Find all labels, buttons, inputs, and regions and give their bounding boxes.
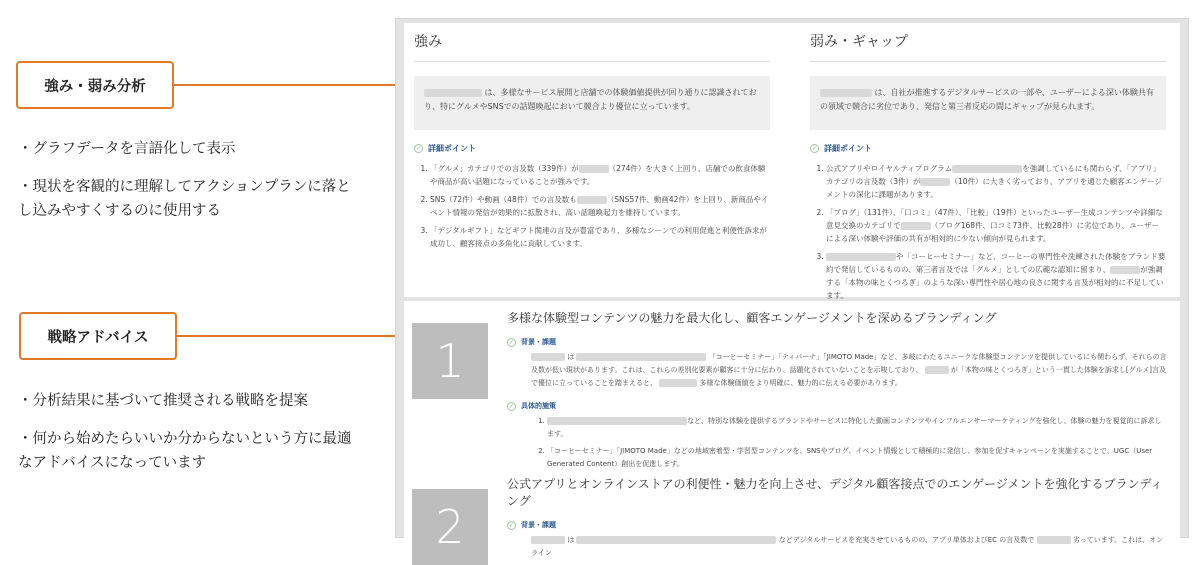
strategy-rank-badge: 2	[412, 489, 488, 565]
redacted-brand	[901, 222, 931, 230]
measures-header	[507, 401, 1167, 411]
point-text: （SNS57件、動画42件）を上回り、新商品やイベント情報の発信が効果的に拡散され、高い話題喚起力を維持しています。	[430, 195, 769, 217]
detail-points-header	[414, 143, 770, 154]
list-item	[547, 415, 1167, 441]
background-header	[507, 337, 1167, 347]
callout-connector	[174, 84, 404, 86]
body-fragment: などデジタルサービスを充実させているものの、アプリ単体およびEC の言及数で	[778, 536, 1035, 544]
analysis-description	[18, 137, 353, 237]
point-text: 公式アプリやロイヤルティプログラム	[826, 164, 953, 173]
redacted-brand	[952, 165, 1022, 173]
check-circle-icon: ✓	[508, 338, 515, 346]
redacted-brand	[920, 178, 950, 186]
check-circle-icon: ✓	[508, 521, 515, 529]
strategy-item	[507, 309, 1167, 475]
point-text: 「デジタルギフト」などギフト関連の言及が豊富であり、多様なシーンでの利用促進と利便性訴求が成功し、顧客接点の多角化に貢献しています。	[430, 226, 767, 248]
redacted-brand	[925, 366, 949, 374]
strategy-panel	[404, 301, 1180, 557]
redacted-brand	[424, 89, 482, 97]
list-item	[547, 445, 1167, 471]
strategy-description	[18, 389, 363, 489]
summary-text: は、多様なサービス展開と店舗での体験価値提供が回り通りに認識されており、特にグルメやSNSでの話題喚起において競合より優位に立っています。	[424, 88, 757, 111]
body-fragment: が「本物の味とくつろぎ」という一貫した体験を訴求し[グルメ]言及で優位に立っていることを踏まえると、	[531, 366, 1166, 387]
callout-label: 強み・弱み分析	[44, 78, 146, 95]
check-circle-icon: ✓	[508, 402, 515, 410]
body-fragment: は	[567, 536, 575, 544]
check-circle-icon: ✓	[415, 145, 422, 152]
point-text: （274件）を大きく上回り、店舗での飲食体験や商品が高い話題になっていることが強みです。	[430, 164, 766, 186]
list-item	[826, 206, 1166, 245]
callout-connector	[177, 335, 404, 337]
body-fragment: 劣っています。これは、オンライン	[531, 536, 1164, 557]
strategy-item	[507, 475, 1167, 560]
strengths-column	[414, 31, 770, 255]
list-item	[826, 162, 1166, 201]
redacted-brand	[531, 353, 565, 361]
strategy-rank-badge: 1	[412, 323, 488, 399]
list-item	[826, 250, 1166, 302]
point-text: が強調する「本物の味とくつろぎ」のような深い専門性や居心地の良さに関する言及が相対的に不足しています。	[826, 265, 1164, 300]
point-text: 「ブログ」（131件）、「口コミ」（47件）、「比較」（19件）といったユーザー生成コンテンツや詳細な意見交換のカテゴリで	[826, 208, 1163, 230]
report-screenshot	[395, 18, 1189, 557]
strength-weakness-panel	[404, 23, 1180, 300]
measures-list	[507, 415, 1167, 471]
measures-label: 具体的施策	[521, 402, 556, 410]
point-text: を強調しているにも関わらず、「アプリ」カテゴリの言及数（3件）が	[826, 164, 1161, 186]
check-circle-icon: ✓	[811, 145, 818, 152]
point-text: SNS（72件）や動画（48件）での言及数も	[430, 195, 577, 204]
point-text: （10件）に大きく劣っており、アプリを通じた顧客エンゲージメントの深化に課題があります。	[826, 177, 1162, 199]
background-label: 背景・課題	[521, 521, 556, 529]
measure-text: 「コーヒーセミナー」「JIMOTO Made」などの地域密着型・学習型コンテンツを、SNSやブログ、イベント情報として積極的に発信し、参加を促すキャンペーンを実施することで、UGC（User Generated Content）創出を促進します。	[547, 447, 1153, 468]
strength-weakness-callout	[16, 61, 174, 109]
redacted-brand	[579, 165, 609, 173]
strategy-title: 多様な体験型コンテンツの魅力を最大化し、顧客エンゲージメントを深めるブランディング	[507, 311, 997, 325]
background-header	[507, 520, 1167, 530]
redacted-brand	[531, 536, 565, 544]
description-bullet: ・何から始めたらいいか分からないという方に最適なアドバイスになっています	[18, 431, 352, 471]
redacted-brand	[577, 196, 607, 204]
redacted-text	[576, 353, 706, 361]
list-item	[430, 162, 770, 188]
measure-text: など、特別な体験を提供するブランドやサービスに特化した動画コンテンツやインフルエンサーマーケティングを強化し、体験の魅力を視覚的に訴求します。	[547, 417, 1162, 438]
redacted-brand	[659, 379, 697, 387]
redacted-brand	[826, 253, 896, 261]
weaknesses-title: 弱み・ギャップ	[810, 31, 1166, 62]
weaknesses-summary	[810, 76, 1166, 130]
background-label: 背景・課題	[521, 338, 556, 346]
strengths-summary	[414, 76, 770, 130]
redacted-brand	[820, 89, 872, 97]
redacted-brand	[1110, 266, 1140, 274]
redacted-brand	[1037, 536, 1071, 544]
strengths-title: 強み	[414, 31, 770, 62]
description-bullet: ・分析結果に基づいて推奨される戦略を提案	[18, 393, 308, 409]
description-bullet: ・現状を客観的に理解してアクションプランに落とし込みやすくするのに使用する	[18, 179, 351, 219]
body-fragment: 多様な体験価値をより明確に、魅力的に伝える必要があります。	[699, 379, 902, 387]
point-text: （ブログ168件、口コミ73件、比較28件）に劣位であり、ユーザーによる深い体験や評価の共有が相対的に少ない傾向が見られます。	[826, 221, 1160, 243]
background-text	[507, 534, 1167, 560]
strength-points-list	[414, 162, 770, 250]
list-item	[430, 193, 770, 219]
body-fragment: 「コーヒーセミナー」「ティバーナ」「JIMOTO Made」など、多岐にわたるユニークな体験型コンテンツを提供しているにも関わらず、それらの言及数が低い現状があります。これは、これらの差別化要素が顧客に十分に伝わり、話題化されていないことを示唆しており、	[531, 353, 1167, 374]
strategy-title: 公式アプリとオンラインストアの利便性・魅力を向上させ、デジタル顧客接点でのエンゲージメントを強化するブランディング	[507, 477, 1163, 508]
description-bullet: ・グラフデータを言語化して表示	[18, 141, 236, 157]
weaknesses-column	[810, 31, 1166, 307]
list-item	[430, 224, 770, 250]
point-text: 「グルメ」カテゴリでの言及数（339件）が	[430, 164, 579, 173]
detail-points-header	[810, 143, 1166, 154]
weakness-points-list	[810, 162, 1166, 302]
summary-text: は、自社が推進するデジタルサービスの一部や、ユーザーによる深い体験共有の領域で競合に劣位であり、発信と第三者反応の間にギャップが見られます。	[820, 88, 1154, 111]
callout-label: 戦略アドバイス	[47, 329, 149, 346]
redacted-text	[547, 417, 687, 425]
strategy-advice-callout	[19, 312, 177, 360]
body-fragment: は	[567, 353, 575, 361]
detail-points-label: 詳細ポイント	[824, 144, 872, 153]
redacted-text	[576, 536, 776, 544]
detail-points-label: 詳細ポイント	[428, 144, 476, 153]
point-text: や「コーヒーセミナー」など、コーヒーの専門性や洗練された体験をブランド要約で発信しているものの、第三者言及では「グルメ」としての広範な認知に留まり、	[826, 252, 1166, 274]
background-text	[507, 351, 1167, 390]
